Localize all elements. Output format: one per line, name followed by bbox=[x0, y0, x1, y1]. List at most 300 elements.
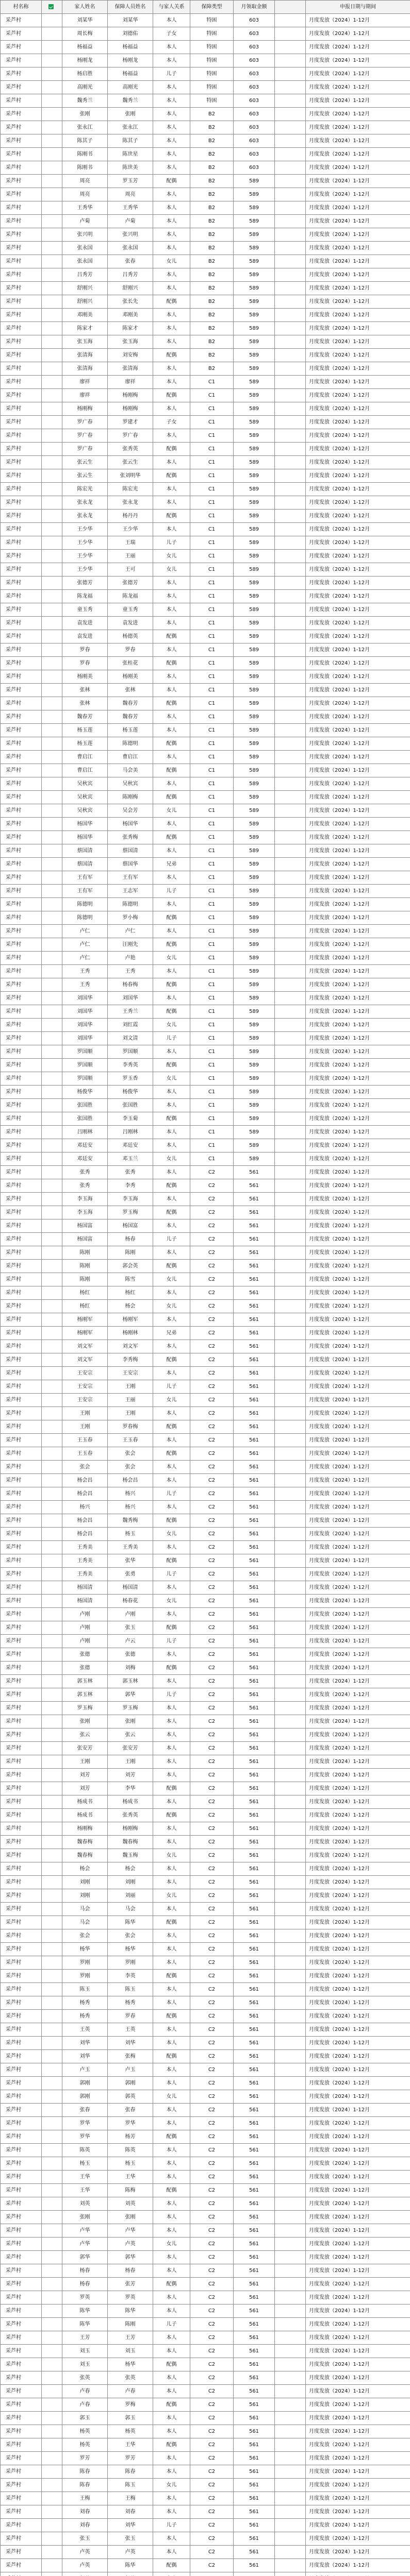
cell-relation[interactable]: 配偶 bbox=[153, 2398, 190, 2412]
cell-amount[interactable]: 561 bbox=[234, 1795, 275, 1809]
cell-relation[interactable]: 本人 bbox=[153, 188, 190, 201]
cell-person[interactable]: 舒刚兴 bbox=[108, 282, 153, 295]
cell-household[interactable]: 王秀美 bbox=[62, 1541, 108, 1554]
cell-person[interactable]: 邓刚美 bbox=[108, 309, 153, 322]
cell-household[interactable]: 刘刚 bbox=[62, 1889, 108, 1903]
table-row[interactable] bbox=[1, 1019, 410, 1032]
cell-period[interactable]: 月度发放（2024）1-12月 bbox=[306, 831, 410, 844]
cell-household[interactable]: 马会 bbox=[62, 1903, 108, 1916]
cell-blank2[interactable] bbox=[275, 121, 306, 134]
cell-type[interactable]: C2 bbox=[190, 2211, 234, 2224]
cell-blank[interactable] bbox=[42, 2304, 62, 2318]
table-row[interactable] bbox=[1, 550, 410, 563]
cell-blank[interactable] bbox=[42, 483, 62, 496]
cell-blank2[interactable] bbox=[275, 1769, 306, 1782]
cell-type[interactable]: C1 bbox=[190, 858, 234, 871]
cell-amount[interactable]: 561 bbox=[234, 1836, 275, 1849]
table-row[interactable] bbox=[1, 2572, 410, 2576]
table-row[interactable] bbox=[1, 2264, 410, 2278]
table-row[interactable] bbox=[1, 844, 410, 858]
cell-relation[interactable]: 配偶 bbox=[153, 1514, 190, 1528]
cell-period[interactable]: 月度发放（2024）1-12月 bbox=[306, 1032, 410, 1045]
cell-blank2[interactable] bbox=[275, 1260, 306, 1273]
cell-person[interactable]: 张会 bbox=[108, 1447, 153, 1461]
cell-amount[interactable]: 603 bbox=[234, 94, 275, 108]
cell-person[interactable]: 刘刚 bbox=[108, 1876, 153, 1889]
cell-amount[interactable]: 561 bbox=[234, 2104, 275, 2117]
cell-type[interactable]: B2 bbox=[190, 242, 234, 255]
cell-blank[interactable] bbox=[42, 710, 62, 724]
cell-period[interactable]: 月度发放（2024）1-12月 bbox=[306, 1313, 410, 1327]
table-row[interactable] bbox=[1, 1822, 410, 1836]
cell-relation[interactable]: 本人 bbox=[153, 228, 190, 242]
cell-household[interactable]: 卢英 bbox=[62, 2559, 108, 2572]
cell-blank2[interactable] bbox=[275, 429, 306, 443]
cell-person[interactable]: 吕秀芳 bbox=[108, 268, 153, 282]
cell-household[interactable]: 陈德明 bbox=[62, 911, 108, 925]
cell-blank[interactable] bbox=[42, 1769, 62, 1782]
cell-relation[interactable]: 配偶 bbox=[153, 1420, 190, 1434]
cell-amount[interactable]: 589 bbox=[234, 389, 275, 402]
cell-blank2[interactable] bbox=[275, 27, 306, 41]
table-row[interactable] bbox=[1, 1367, 410, 1380]
cell-type[interactable]: B2 bbox=[190, 295, 234, 309]
cell-household[interactable]: 郭玉林 bbox=[62, 1675, 108, 1688]
cell-blank[interactable] bbox=[42, 2090, 62, 2104]
cell-household[interactable]: 王秀美 bbox=[62, 1568, 108, 1581]
cell-amount[interactable]: 589 bbox=[234, 911, 275, 925]
cell-relation[interactable]: 本人 bbox=[153, 335, 190, 349]
cell-period[interactable]: 月度发放（2024）1-12月 bbox=[306, 1246, 410, 1260]
cell-blank[interactable] bbox=[42, 161, 62, 175]
cell-blank2[interactable] bbox=[275, 617, 306, 630]
cell-relation[interactable]: 本人 bbox=[153, 965, 190, 978]
cell-person[interactable]: 杨国富 bbox=[108, 1219, 153, 1233]
table-row[interactable] bbox=[1, 2304, 410, 2318]
cell-village[interactable]: 采芦村 bbox=[1, 1313, 42, 1327]
cell-amount[interactable]: 589 bbox=[234, 764, 275, 777]
cell-village[interactable]: 采芦村 bbox=[1, 938, 42, 952]
cell-person[interactable]: 杨会 bbox=[108, 1862, 153, 1876]
cell-blank2[interactable] bbox=[275, 978, 306, 992]
cell-person[interactable]: 王秀兰 bbox=[108, 1005, 153, 1019]
cell-person[interactable]: 张永国 bbox=[108, 242, 153, 255]
cell-relation[interactable]: 本人 bbox=[153, 1313, 190, 1327]
cell-type[interactable]: B2 bbox=[190, 188, 234, 201]
cell-blank[interactable] bbox=[42, 134, 62, 148]
cell-period[interactable]: 月度发放（2024）1-12月 bbox=[306, 1367, 410, 1380]
cell-type[interactable]: C2 bbox=[190, 1983, 234, 1996]
cell-person[interactable]: 陈龙福 bbox=[108, 590, 153, 603]
cell-household[interactable]: 杨兴 bbox=[62, 1501, 108, 1514]
cell-type[interactable]: C2 bbox=[190, 1608, 234, 1621]
cell-person[interactable]: 王刚 bbox=[108, 1380, 153, 1394]
cell-household[interactable]: 杨会昌 bbox=[62, 1528, 108, 1541]
cell-relation[interactable]: 配偶 bbox=[153, 2278, 190, 2291]
cell-village[interactable]: 采芦村 bbox=[1, 322, 42, 335]
cell-amount[interactable]: 561 bbox=[234, 1916, 275, 1929]
cell-blank[interactable] bbox=[42, 349, 62, 362]
cell-blank[interactable] bbox=[42, 27, 62, 41]
cell-period[interactable]: 月度发放（2024）1-12月 bbox=[306, 1595, 410, 1608]
cell-blank[interactable] bbox=[42, 2492, 62, 2505]
cell-person[interactable]: 魏玉梅 bbox=[108, 1849, 153, 1862]
cell-amount[interactable]: 561 bbox=[234, 2224, 275, 2238]
cell-blank2[interactable] bbox=[275, 1099, 306, 1112]
cell-household[interactable]: 王秀 bbox=[62, 978, 108, 992]
cell-type[interactable]: C2 bbox=[190, 1755, 234, 1769]
cell-amount[interactable]: 589 bbox=[234, 818, 275, 831]
cell-blank[interactable] bbox=[42, 1179, 62, 1193]
cell-relation[interactable]: 女儿 bbox=[153, 1019, 190, 1032]
cell-type[interactable]: C2 bbox=[190, 2438, 234, 2452]
cell-relation[interactable]: 配偶 bbox=[153, 1179, 190, 1193]
cell-type[interactable]: C1 bbox=[190, 710, 234, 724]
cell-amount[interactable]: 561 bbox=[234, 1621, 275, 1635]
cell-relation[interactable]: 配偶 bbox=[153, 1005, 190, 1019]
cell-person[interactable]: 张刚 bbox=[108, 1715, 153, 1728]
cell-blank2[interactable] bbox=[275, 389, 306, 402]
cell-type[interactable]: C2 bbox=[190, 1568, 234, 1581]
cell-amount[interactable]: 561 bbox=[234, 1943, 275, 1956]
table-row[interactable] bbox=[1, 1702, 410, 1715]
cell-period[interactable]: 月度发放（2024）1-12月 bbox=[306, 2063, 410, 2077]
cell-person[interactable]: 卢英 bbox=[108, 2546, 153, 2559]
cell-period[interactable]: 月度发放（2024）1-12月 bbox=[306, 965, 410, 978]
cell-blank[interactable] bbox=[42, 469, 62, 483]
cell-blank2[interactable] bbox=[275, 751, 306, 764]
cell-household[interactable]: 陈春 bbox=[62, 2479, 108, 2492]
cell-period[interactable]: 月度发放（2024）1-12月 bbox=[306, 2532, 410, 2546]
cell-person[interactable]: 蔡国清 bbox=[108, 844, 153, 858]
cell-blank2[interactable] bbox=[275, 456, 306, 469]
cell-blank[interactable] bbox=[42, 2278, 62, 2291]
cell-period[interactable]: 月度发放（2024）1-12月 bbox=[306, 416, 410, 429]
cell-period[interactable]: 月度发放（2024）1-12月 bbox=[306, 1193, 410, 1206]
cell-relation[interactable]: 配偶 bbox=[153, 2010, 190, 2023]
cell-village[interactable]: 采芦村 bbox=[1, 1045, 42, 1059]
cell-amount[interactable]: 603 bbox=[234, 81, 275, 94]
cell-blank2[interactable] bbox=[275, 54, 306, 67]
cell-relation[interactable]: 女儿 bbox=[153, 1273, 190, 1286]
cell-blank2[interactable] bbox=[275, 2224, 306, 2238]
cell-type[interactable]: C2 bbox=[190, 1916, 234, 1929]
cell-household[interactable]: 杨英 bbox=[62, 2438, 108, 2452]
cell-blank[interactable] bbox=[42, 1367, 62, 1380]
table-row[interactable] bbox=[1, 1795, 410, 1809]
cell-amount[interactable]: 589 bbox=[234, 536, 275, 550]
table-row[interactable] bbox=[1, 1300, 410, 1313]
cell-person[interactable]: 吕刚林 bbox=[108, 1126, 153, 1139]
cell-person[interactable]: 马会 bbox=[108, 1903, 153, 1916]
cell-blank2[interactable] bbox=[275, 1635, 306, 1648]
cell-amount[interactable]: 589 bbox=[234, 376, 275, 389]
table-row[interactable] bbox=[1, 1675, 410, 1688]
cell-amount[interactable]: 589 bbox=[234, 777, 275, 791]
cell-period[interactable]: 月度发放（2024）1-12月 bbox=[306, 2144, 410, 2157]
cell-type[interactable]: C1 bbox=[190, 429, 234, 443]
cell-village[interactable]: 采芦村 bbox=[1, 2546, 42, 2559]
cell-blank[interactable] bbox=[42, 751, 62, 764]
cell-type[interactable]: C1 bbox=[190, 831, 234, 844]
cell-blank[interactable] bbox=[42, 2077, 62, 2090]
cell-type[interactable]: C1 bbox=[190, 697, 234, 710]
cell-blank2[interactable] bbox=[275, 1970, 306, 1983]
cell-relation[interactable]: 本人 bbox=[153, 1166, 190, 1179]
cell-relation[interactable]: 女儿 bbox=[153, 2479, 190, 2492]
cell-blank2[interactable] bbox=[275, 1849, 306, 1862]
cell-amount[interactable]: 561 bbox=[234, 1983, 275, 1996]
cell-blank[interactable] bbox=[42, 1019, 62, 1032]
cell-period[interactable]: 月度发放（2024）1-12月 bbox=[306, 1407, 410, 1420]
cell-village[interactable]: 采芦村 bbox=[1, 1728, 42, 1742]
cell-blank[interactable] bbox=[42, 121, 62, 134]
cell-period[interactable]: 月度发放（2024）1-12月 bbox=[306, 630, 410, 643]
cell-person[interactable]: 张刚 bbox=[108, 2211, 153, 2224]
cell-person[interactable]: 罗建才 bbox=[108, 416, 153, 429]
cell-amount[interactable]: 561 bbox=[234, 1929, 275, 1943]
cell-person[interactable]: 罗刚 bbox=[108, 1956, 153, 1970]
cell-period[interactable]: 月度发放（2024）1-12月 bbox=[306, 697, 410, 710]
cell-household[interactable]: 张云生 bbox=[62, 456, 108, 469]
cell-household[interactable]: 刘文军 bbox=[62, 1340, 108, 1353]
cell-household[interactable]: 张玉 bbox=[62, 2532, 108, 2546]
table-row[interactable] bbox=[1, 1956, 410, 1970]
cell-village[interactable]: 采芦村 bbox=[1, 1340, 42, 1353]
cell-household[interactable]: 刘某华 bbox=[62, 14, 108, 27]
cell-village[interactable]: 采芦村 bbox=[1, 2492, 42, 2505]
cell-person[interactable]: 张春 bbox=[108, 2104, 153, 2117]
cell-period[interactable]: 月度发放（2024）1-12月 bbox=[306, 201, 410, 215]
cell-type[interactable]: B2 bbox=[190, 335, 234, 349]
cell-household[interactable]: 张德 bbox=[62, 1648, 108, 1662]
cell-household[interactable]: 王少华 bbox=[62, 550, 108, 563]
cell-blank[interactable] bbox=[42, 1072, 62, 1086]
cell-amount[interactable]: 561 bbox=[234, 2211, 275, 2224]
cell-village[interactable]: 采芦村 bbox=[1, 617, 42, 630]
cell-village[interactable]: 采芦村 bbox=[1, 2157, 42, 2171]
cell-blank2[interactable] bbox=[275, 2412, 306, 2425]
cell-village[interactable]: 采芦村 bbox=[1, 1809, 42, 1822]
cell-period[interactable]: 月度发放（2024）1-12月 bbox=[306, 2157, 410, 2171]
cell-household[interactable]: 刘春 bbox=[62, 2505, 108, 2519]
cell-blank2[interactable] bbox=[275, 1541, 306, 1554]
cell-relation[interactable]: 配偶 bbox=[153, 2130, 190, 2144]
cell-blank[interactable] bbox=[42, 965, 62, 978]
cell-amount[interactable]: 561 bbox=[234, 1273, 275, 1286]
cell-type[interactable]: 特困 bbox=[190, 54, 234, 67]
cell-period[interactable]: 月度发放（2024）1-12月 bbox=[306, 1474, 410, 1487]
cell-person[interactable]: 刘英 bbox=[108, 2197, 153, 2211]
cell-period[interactable]: 月度发放（2024）1-12月 bbox=[306, 2090, 410, 2104]
cell-village[interactable]: 采芦村 bbox=[1, 2238, 42, 2251]
cell-household[interactable]: 罗国顺 bbox=[62, 1045, 108, 1059]
cell-relation[interactable]: 女儿 bbox=[153, 1153, 190, 1166]
cell-household[interactable]: 张永龙 bbox=[62, 496, 108, 510]
cell-blank[interactable] bbox=[42, 1795, 62, 1809]
table-row[interactable] bbox=[1, 938, 410, 952]
cell-blank2[interactable] bbox=[275, 1595, 306, 1608]
cell-type[interactable]: C2 bbox=[190, 1662, 234, 1675]
cell-household[interactable]: 王玉春 bbox=[62, 1447, 108, 1461]
cell-blank[interactable] bbox=[42, 2385, 62, 2398]
cell-amount[interactable]: 589 bbox=[234, 362, 275, 376]
cell-household[interactable]: 周亮 bbox=[62, 188, 108, 201]
table-row[interactable] bbox=[1, 349, 410, 362]
cell-period[interactable]: 月度发放（2024）1-12月 bbox=[306, 2197, 410, 2211]
cell-blank2[interactable] bbox=[275, 1568, 306, 1581]
cell-amount[interactable]: 589 bbox=[234, 1153, 275, 1166]
cell-amount[interactable]: 589 bbox=[234, 603, 275, 617]
cell-blank[interactable] bbox=[42, 724, 62, 737]
cell-blank[interactable] bbox=[42, 1581, 62, 1595]
cell-village[interactable]: 采芦村 bbox=[1, 429, 42, 443]
cell-blank[interactable] bbox=[42, 1032, 62, 1045]
cell-period[interactable]: 月度发放（2024）1-12月 bbox=[306, 577, 410, 590]
cell-period[interactable]: 月度发放（2024）1-12月 bbox=[306, 2130, 410, 2144]
cell-type[interactable]: C2 bbox=[190, 1474, 234, 1487]
cell-village[interactable]: 采芦村 bbox=[1, 215, 42, 228]
cell-period[interactable]: 月度发放（2024）1-12月 bbox=[306, 335, 410, 349]
cell-period[interactable]: 月度发放（2024）1-12月 bbox=[306, 1943, 410, 1956]
cell-blank[interactable] bbox=[42, 1193, 62, 1206]
cell-person[interactable]: 刘安梅 bbox=[108, 349, 153, 362]
cell-village[interactable]: 采芦村 bbox=[1, 1554, 42, 1568]
cell-household[interactable]: 陈家才 bbox=[62, 322, 108, 335]
cell-type[interactable]: C2 bbox=[190, 1635, 234, 1648]
cell-household[interactable]: 张林 bbox=[62, 684, 108, 697]
cell-household[interactable]: 刘芳 bbox=[62, 1769, 108, 1782]
cell-type[interactable]: C1 bbox=[190, 898, 234, 911]
cell-blank2[interactable] bbox=[275, 322, 306, 335]
cell-blank[interactable] bbox=[42, 617, 62, 630]
cell-household[interactable]: 杨玉 bbox=[62, 2157, 108, 2171]
cell-household[interactable]: 卢刚 bbox=[62, 1635, 108, 1648]
cell-period[interactable]: 月度发放（2024）1-12月 bbox=[306, 1554, 410, 1568]
cell-amount[interactable]: 561 bbox=[234, 2077, 275, 2090]
cell-household[interactable]: 杨秀 bbox=[62, 1996, 108, 2010]
cell-period[interactable]: 月度发放（2024）1-12月 bbox=[306, 1956, 410, 1970]
cell-relation[interactable]: 子女 bbox=[153, 27, 190, 41]
cell-type[interactable]: C2 bbox=[190, 1219, 234, 1233]
cell-amount[interactable]: 589 bbox=[234, 791, 275, 804]
cell-blank[interactable] bbox=[42, 1447, 62, 1461]
table-row[interactable] bbox=[1, 1219, 410, 1233]
cell-amount[interactable]: 603 bbox=[234, 148, 275, 161]
cell-type[interactable]: B2 bbox=[190, 309, 234, 322]
cell-relation[interactable]: 本人 bbox=[153, 2224, 190, 2238]
cell-blank2[interactable] bbox=[275, 2117, 306, 2130]
cell-relation[interactable]: 本人 bbox=[153, 429, 190, 443]
cell-amount[interactable]: 589 bbox=[234, 1059, 275, 1072]
cell-person[interactable]: 汪刚先 bbox=[108, 938, 153, 952]
cell-type[interactable]: C1 bbox=[190, 1019, 234, 1032]
cell-blank2[interactable] bbox=[275, 2050, 306, 2063]
table-row[interactable] bbox=[1, 1929, 410, 1943]
cell-person[interactable]: 李秀英 bbox=[108, 1059, 153, 1072]
cell-blank2[interactable] bbox=[275, 885, 306, 898]
cell-household[interactable]: 张秀 bbox=[62, 1166, 108, 1179]
cell-person[interactable]: 魏春梅 bbox=[108, 1836, 153, 1849]
cell-blank2[interactable] bbox=[275, 228, 306, 242]
cell-relation[interactable]: 本人 bbox=[153, 670, 190, 684]
cell-amount[interactable]: 561 bbox=[234, 2425, 275, 2438]
cell-amount[interactable]: 561 bbox=[234, 1702, 275, 1715]
cell-household[interactable]: 吴秋宾 bbox=[62, 791, 108, 804]
cell-blank2[interactable] bbox=[275, 14, 306, 27]
cell-type[interactable]: C2 bbox=[190, 1420, 234, 1434]
table-row[interactable] bbox=[1, 1032, 410, 1045]
table-row[interactable] bbox=[1, 1568, 410, 1581]
table-row[interactable] bbox=[1, 1353, 410, 1367]
cell-period[interactable]: 月度发放（2024）1-12月 bbox=[306, 1112, 410, 1126]
cell-village[interactable]: 采芦村 bbox=[1, 1648, 42, 1662]
cell-amount[interactable]: 603 bbox=[234, 27, 275, 41]
table-row[interactable] bbox=[1, 791, 410, 804]
cell-relation[interactable]: 本人 bbox=[153, 148, 190, 161]
cell-period[interactable]: 月度发放（2024）1-12月 bbox=[306, 121, 410, 134]
cell-relation[interactable]: 女儿 bbox=[153, 1072, 190, 1086]
cell-period[interactable]: 月度发放（2024）1-12月 bbox=[306, 295, 410, 309]
cell-relation[interactable]: 女儿 bbox=[153, 1849, 190, 1862]
cell-period[interactable]: 月度发放（2024）1-12月 bbox=[306, 898, 410, 911]
cell-household[interactable]: 卢仁 bbox=[62, 938, 108, 952]
cell-type[interactable]: C1 bbox=[190, 643, 234, 657]
cell-relation[interactable]: 配偶 bbox=[153, 1782, 190, 1795]
table-row[interactable] bbox=[1, 1595, 410, 1608]
cell-person[interactable]: 卢春 bbox=[108, 2385, 153, 2398]
cell-household[interactable]: 王少华 bbox=[62, 523, 108, 536]
cell-household[interactable]: 卢春 bbox=[62, 2398, 108, 2412]
table-row[interactable] bbox=[1, 1407, 410, 1420]
cell-household[interactable]: 陈华 bbox=[62, 2304, 108, 2318]
cell-period[interactable]: 月度发放（2024）1-12月 bbox=[306, 2452, 410, 2465]
cell-village[interactable]: 采芦村 bbox=[1, 1112, 42, 1126]
cell-amount[interactable]: 589 bbox=[234, 617, 275, 630]
cell-type[interactable]: C2 bbox=[190, 1313, 234, 1327]
cell-period[interactable]: 月度发放（2024）1-12月 bbox=[306, 1675, 410, 1688]
cell-blank[interactable] bbox=[42, 2197, 62, 2211]
cell-blank2[interactable] bbox=[275, 1862, 306, 1876]
cell-village[interactable]: 采芦村 bbox=[1, 550, 42, 563]
cell-type[interactable]: 特困 bbox=[190, 67, 234, 81]
table-row[interactable] bbox=[1, 523, 410, 536]
cell-village[interactable]: 采芦村 bbox=[1, 242, 42, 255]
cell-village[interactable]: 采芦村 bbox=[1, 751, 42, 764]
table-row[interactable] bbox=[1, 1648, 410, 1662]
cell-person[interactable]: 王刚 bbox=[108, 1407, 153, 1420]
cell-amount[interactable]: 561 bbox=[234, 1581, 275, 1595]
cell-blank[interactable] bbox=[42, 228, 62, 242]
table-row[interactable] bbox=[1, 2184, 410, 2197]
cell-household[interactable]: 张国胜 bbox=[62, 1112, 108, 1126]
cell-village[interactable]: 采芦村 bbox=[1, 1273, 42, 1286]
cell-type[interactable]: C2 bbox=[190, 1929, 234, 1943]
cell-blank[interactable] bbox=[42, 188, 62, 201]
cell-period[interactable]: 月度发放（2024）1-12月 bbox=[306, 1795, 410, 1809]
cell-blank2[interactable] bbox=[275, 1233, 306, 1246]
cell-amount[interactable]: 589 bbox=[234, 188, 275, 201]
cell-relation[interactable]: 本人 bbox=[153, 643, 190, 657]
cell-type[interactable]: 特困 bbox=[190, 27, 234, 41]
cell-village[interactable]: 采芦村 bbox=[1, 1608, 42, 1621]
cell-relation[interactable]: 本人 bbox=[153, 2505, 190, 2519]
cell-type[interactable]: B2 bbox=[190, 175, 234, 188]
cell-household[interactable]: 杨会昌 bbox=[62, 1514, 108, 1528]
table-row[interactable] bbox=[1, 1608, 410, 1621]
cell-person[interactable]: 李玉菊 bbox=[108, 1112, 153, 1126]
cell-person[interactable]: 魏秀梅 bbox=[108, 1514, 153, 1528]
